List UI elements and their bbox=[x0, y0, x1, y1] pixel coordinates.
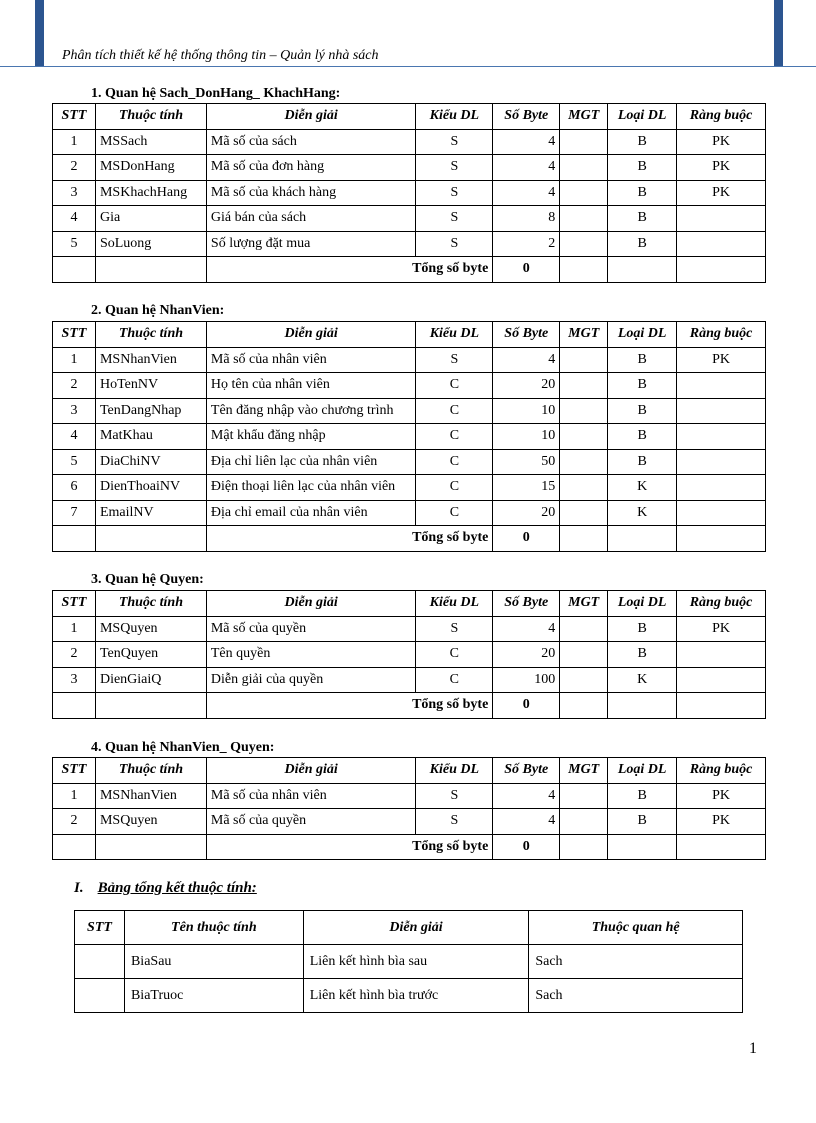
cell-stt: 3 bbox=[53, 667, 96, 693]
cell-stt: 2 bbox=[53, 373, 96, 399]
col-header-constraint: Ràng buộc bbox=[677, 322, 766, 348]
total-value: 0 bbox=[493, 526, 560, 552]
cell-bytes: 15 bbox=[493, 475, 560, 501]
cell-stt: 5 bbox=[53, 449, 96, 475]
empty-cell bbox=[677, 257, 766, 283]
table-row bbox=[53, 206, 766, 232]
col-header-type: Loại DL bbox=[608, 322, 677, 348]
col-header-datatype: Kiểu DL bbox=[416, 591, 493, 617]
cell-description: Mã số của sách bbox=[206, 129, 416, 155]
table-header-row bbox=[75, 911, 743, 945]
cell-bytes: 20 bbox=[493, 642, 560, 668]
cell-datatype: C bbox=[416, 449, 493, 475]
cell-constraint bbox=[677, 667, 766, 693]
cell-type: B bbox=[608, 642, 677, 668]
empty-cell bbox=[608, 257, 677, 283]
cell-datatype: S bbox=[416, 155, 493, 181]
header-accent-left bbox=[35, 0, 44, 66]
cell-description: Địa chỉ liên lạc của nhân viên bbox=[206, 449, 416, 475]
cell-description: Mã số của quyền bbox=[206, 809, 416, 835]
cell-datatype: C bbox=[416, 667, 493, 693]
table-row bbox=[53, 500, 766, 526]
cell-attribute: Gia bbox=[95, 206, 206, 232]
cell-datatype: S bbox=[416, 783, 493, 809]
cell-type: B bbox=[608, 783, 677, 809]
empty-cell bbox=[53, 834, 96, 860]
cell-type: K bbox=[608, 500, 677, 526]
cell-description: Mã số của quyền bbox=[206, 616, 416, 642]
cell-type: K bbox=[608, 667, 677, 693]
cell-type: B bbox=[608, 449, 677, 475]
empty-cell bbox=[560, 693, 608, 719]
cell-description: Mã số của khách hàng bbox=[206, 180, 416, 206]
cell-bytes: 4 bbox=[493, 809, 560, 835]
cell-type: B bbox=[608, 809, 677, 835]
empty-cell bbox=[560, 834, 608, 860]
cell-mgt bbox=[560, 475, 608, 501]
cell-constraint bbox=[677, 398, 766, 424]
cell-attribute: MSQuyen bbox=[95, 616, 206, 642]
cell-bytes: 20 bbox=[493, 373, 560, 399]
cell-type: B bbox=[608, 616, 677, 642]
cell-type: B bbox=[608, 347, 677, 373]
col-header-attribute: Thuộc tính bbox=[95, 104, 206, 130]
summary-heading bbox=[74, 880, 257, 897]
cell-constraint: PK bbox=[677, 180, 766, 206]
cell-description: Tên đăng nhập vào chương trình bbox=[206, 398, 416, 424]
col-header-datatype: Kiểu DL bbox=[416, 758, 493, 784]
cell-datatype: C bbox=[416, 475, 493, 501]
col-header-mgt: MGT bbox=[560, 758, 608, 784]
cell-datatype: S bbox=[416, 180, 493, 206]
cell-stt: 2 bbox=[53, 809, 96, 835]
col-header-attribute: Thuộc tính bbox=[95, 322, 206, 348]
table-row bbox=[53, 180, 766, 206]
cell-attribute: HoTenNV bbox=[95, 373, 206, 399]
cell-relation: Sach bbox=[529, 945, 743, 979]
cell-type: B bbox=[608, 373, 677, 399]
total-label: Tổng số byte bbox=[206, 257, 492, 283]
cell-datatype: S bbox=[416, 129, 493, 155]
cell-attribute: DiaChiNV bbox=[95, 449, 206, 475]
cell-constraint: PK bbox=[677, 347, 766, 373]
cell-mgt bbox=[560, 398, 608, 424]
cell-constraint bbox=[677, 231, 766, 257]
col-header-type: Loại DL bbox=[608, 591, 677, 617]
cell-mgt bbox=[560, 449, 608, 475]
empty-cell bbox=[560, 257, 608, 283]
cell-datatype: C bbox=[416, 398, 493, 424]
cell-description: Họ tên của nhân viên bbox=[206, 373, 416, 399]
summary-number: I. bbox=[74, 880, 84, 896]
table-row bbox=[75, 945, 743, 979]
col-header-type: Loại DL bbox=[608, 104, 677, 130]
cell-bytes: 10 bbox=[493, 398, 560, 424]
cell-constraint bbox=[677, 642, 766, 668]
cell-attribute: TenDangNhap bbox=[95, 398, 206, 424]
cell-constraint bbox=[677, 206, 766, 232]
empty-cell bbox=[560, 526, 608, 552]
section-title: 4. Quan hệ NhanVien_ Quyen: bbox=[91, 740, 275, 755]
cell-mgt bbox=[560, 500, 608, 526]
cell-bytes: 8 bbox=[493, 206, 560, 232]
cell-attribute: MSSach bbox=[95, 129, 206, 155]
col-header-description: Diễn giải bbox=[303, 911, 529, 945]
cell-attribute: DienGiaiQ bbox=[95, 667, 206, 693]
cell-constraint: PK bbox=[677, 783, 766, 809]
table-header-row bbox=[53, 104, 766, 130]
empty-cell bbox=[95, 834, 206, 860]
cell-datatype: C bbox=[416, 373, 493, 399]
cell-mgt bbox=[560, 783, 608, 809]
empty-cell bbox=[53, 526, 96, 552]
cell-datatype: C bbox=[416, 642, 493, 668]
cell-attribute: MSNhanVien bbox=[95, 347, 206, 373]
table-row bbox=[53, 667, 766, 693]
cell-mgt bbox=[560, 424, 608, 450]
cell-constraint bbox=[677, 424, 766, 450]
cell-type: K bbox=[608, 475, 677, 501]
cell-relation: Sach bbox=[529, 979, 743, 1013]
empty-cell bbox=[53, 693, 96, 719]
empty-cell bbox=[608, 834, 677, 860]
col-header-bytes: Số Byte bbox=[493, 758, 560, 784]
empty-cell bbox=[95, 526, 206, 552]
cell-type: B bbox=[608, 206, 677, 232]
empty-cell bbox=[53, 257, 96, 283]
cell-mgt bbox=[560, 809, 608, 835]
cell-type: B bbox=[608, 398, 677, 424]
cell-stt: 4 bbox=[53, 206, 96, 232]
cell-type: B bbox=[608, 129, 677, 155]
cell-bytes: 4 bbox=[493, 180, 560, 206]
relation-table bbox=[52, 103, 766, 283]
col-header-mgt: MGT bbox=[560, 591, 608, 617]
cell-bytes: 4 bbox=[493, 155, 560, 181]
col-header-description: Diễn giải bbox=[206, 104, 416, 130]
empty-cell bbox=[677, 526, 766, 552]
cell-datatype: S bbox=[416, 231, 493, 257]
cell-stt: 1 bbox=[53, 129, 96, 155]
col-header-constraint: Ràng buộc bbox=[677, 591, 766, 617]
table-row bbox=[53, 424, 766, 450]
col-header-constraint: Ràng buộc bbox=[677, 104, 766, 130]
col-header-description: Diễn giải bbox=[206, 591, 416, 617]
table-row bbox=[53, 129, 766, 155]
cell-attribute: MSNhanVien bbox=[95, 783, 206, 809]
cell-attribute-name: BiaSau bbox=[124, 945, 303, 979]
cell-description: Mật khẩu đăng nhập bbox=[206, 424, 416, 450]
cell-stt: 6 bbox=[53, 475, 96, 501]
empty-cell bbox=[608, 693, 677, 719]
cell-bytes: 4 bbox=[493, 783, 560, 809]
cell-bytes: 10 bbox=[493, 424, 560, 450]
cell-attribute: MSKhachHang bbox=[95, 180, 206, 206]
col-header-stt: STT bbox=[53, 758, 96, 784]
section-title: 2. Quan hệ NhanVien: bbox=[91, 303, 225, 318]
section-title: 3. Quan hệ Quyen: bbox=[91, 572, 204, 587]
table-row bbox=[53, 809, 766, 835]
cell-constraint: PK bbox=[677, 155, 766, 181]
col-header-attribute: Thuộc tính bbox=[95, 758, 206, 784]
cell-type: B bbox=[608, 180, 677, 206]
col-header-type: Loại DL bbox=[608, 758, 677, 784]
cell-stt: 3 bbox=[53, 180, 96, 206]
page-header-title: Phân tích thiết kế hệ thống thông tin – Quản lý nhà sách bbox=[62, 48, 379, 63]
summary-title: Bảng tổng kết thuộc tính: bbox=[97, 880, 257, 896]
cell-stt bbox=[75, 979, 125, 1013]
total-row bbox=[53, 526, 766, 552]
cell-attribute: MatKhau bbox=[95, 424, 206, 450]
col-header-description: Diễn giải bbox=[206, 758, 416, 784]
cell-attribute-name: BiaTruoc bbox=[124, 979, 303, 1013]
table-row bbox=[53, 231, 766, 257]
cell-stt: 2 bbox=[53, 155, 96, 181]
relation-table bbox=[52, 590, 766, 719]
page-number: 1 bbox=[749, 1040, 757, 1057]
cell-attribute: EmailNV bbox=[95, 500, 206, 526]
col-header-bytes: Số Byte bbox=[493, 591, 560, 617]
cell-attribute: TenQuyen bbox=[95, 642, 206, 668]
col-header-description: Diễn giải bbox=[206, 322, 416, 348]
col-header-attribute-name: Tên thuộc tính bbox=[124, 911, 303, 945]
cell-datatype: S bbox=[416, 206, 493, 232]
cell-attribute: MSDonHang bbox=[95, 155, 206, 181]
cell-bytes: 20 bbox=[493, 500, 560, 526]
cell-mgt bbox=[560, 206, 608, 232]
summary-table bbox=[74, 910, 743, 1013]
cell-description: Liên kết hình bìa sau bbox=[303, 945, 529, 979]
cell-datatype: S bbox=[416, 616, 493, 642]
cell-type: B bbox=[608, 155, 677, 181]
cell-stt: 4 bbox=[53, 424, 96, 450]
table-header-row bbox=[53, 322, 766, 348]
cell-constraint bbox=[677, 500, 766, 526]
cell-mgt bbox=[560, 231, 608, 257]
total-row bbox=[53, 834, 766, 860]
col-header-stt: STT bbox=[53, 322, 96, 348]
table-row bbox=[53, 347, 766, 373]
cell-bytes: 50 bbox=[493, 449, 560, 475]
col-header-stt: STT bbox=[53, 104, 96, 130]
total-label: Tổng số byte bbox=[206, 526, 492, 552]
section-title: 1. Quan hệ Sach_DonHang_ KhachHang: bbox=[91, 86, 341, 101]
cell-constraint bbox=[677, 373, 766, 399]
cell-datatype: C bbox=[416, 500, 493, 526]
cell-constraint: PK bbox=[677, 616, 766, 642]
cell-constraint bbox=[677, 475, 766, 501]
cell-description: Điện thoại liên lạc của nhân viên bbox=[206, 475, 416, 501]
cell-description: Liên kết hình bìa trước bbox=[303, 979, 529, 1013]
col-header-attribute: Thuộc tính bbox=[95, 591, 206, 617]
cell-stt: 5 bbox=[53, 231, 96, 257]
col-header-stt: STT bbox=[53, 591, 96, 617]
cell-stt: 2 bbox=[53, 642, 96, 668]
cell-description: Giá bán của sách bbox=[206, 206, 416, 232]
cell-attribute: SoLuong bbox=[95, 231, 206, 257]
col-header-mgt: MGT bbox=[560, 104, 608, 130]
cell-attribute: DienThoaiNV bbox=[95, 475, 206, 501]
col-header-constraint: Ràng buộc bbox=[677, 758, 766, 784]
total-row bbox=[53, 693, 766, 719]
cell-stt: 3 bbox=[53, 398, 96, 424]
cell-description: Địa chỉ email của nhân viên bbox=[206, 500, 416, 526]
table-row bbox=[53, 642, 766, 668]
cell-mgt bbox=[560, 373, 608, 399]
cell-attribute: MSQuyen bbox=[95, 809, 206, 835]
header-divider bbox=[0, 66, 816, 67]
col-header-stt: STT bbox=[75, 911, 125, 945]
cell-constraint: PK bbox=[677, 129, 766, 155]
cell-datatype: C bbox=[416, 424, 493, 450]
total-value: 0 bbox=[493, 257, 560, 283]
empty-cell bbox=[608, 526, 677, 552]
cell-datatype: S bbox=[416, 809, 493, 835]
empty-cell bbox=[677, 834, 766, 860]
total-value: 0 bbox=[493, 693, 560, 719]
total-label: Tổng số byte bbox=[206, 834, 492, 860]
cell-bytes: 100 bbox=[493, 667, 560, 693]
cell-mgt bbox=[560, 129, 608, 155]
cell-description: Tên quyền bbox=[206, 642, 416, 668]
cell-type: B bbox=[608, 424, 677, 450]
col-header-bytes: Số Byte bbox=[493, 104, 560, 130]
empty-cell bbox=[95, 693, 206, 719]
cell-bytes: 2 bbox=[493, 231, 560, 257]
cell-bytes: 4 bbox=[493, 616, 560, 642]
header-accent-right bbox=[774, 0, 783, 66]
table-row bbox=[53, 783, 766, 809]
table-row bbox=[53, 449, 766, 475]
cell-constraint: PK bbox=[677, 809, 766, 835]
table-row bbox=[53, 155, 766, 181]
table-header-row bbox=[53, 591, 766, 617]
cell-datatype: S bbox=[416, 347, 493, 373]
table-header-row bbox=[53, 758, 766, 784]
cell-mgt bbox=[560, 180, 608, 206]
cell-stt: 1 bbox=[53, 616, 96, 642]
table-row bbox=[53, 616, 766, 642]
relation-table bbox=[52, 321, 766, 552]
empty-cell bbox=[677, 693, 766, 719]
col-header-datatype: Kiểu DL bbox=[416, 104, 493, 130]
col-header-mgt: MGT bbox=[560, 322, 608, 348]
cell-stt: 7 bbox=[53, 500, 96, 526]
cell-stt: 1 bbox=[53, 783, 96, 809]
empty-cell bbox=[95, 257, 206, 283]
table-row bbox=[53, 398, 766, 424]
col-header-datatype: Kiểu DL bbox=[416, 322, 493, 348]
cell-bytes: 4 bbox=[493, 129, 560, 155]
cell-mgt bbox=[560, 347, 608, 373]
cell-mgt bbox=[560, 616, 608, 642]
cell-constraint bbox=[677, 449, 766, 475]
cell-description: Mã số của nhân viên bbox=[206, 347, 416, 373]
cell-mgt bbox=[560, 155, 608, 181]
table-row bbox=[75, 979, 743, 1013]
cell-description: Mã số của đơn hàng bbox=[206, 155, 416, 181]
cell-mgt bbox=[560, 667, 608, 693]
col-header-bytes: Số Byte bbox=[493, 322, 560, 348]
total-row bbox=[53, 257, 766, 283]
cell-mgt bbox=[560, 642, 608, 668]
total-value: 0 bbox=[493, 834, 560, 860]
cell-bytes: 4 bbox=[493, 347, 560, 373]
cell-type: B bbox=[608, 231, 677, 257]
cell-description: Số lượng đặt mua bbox=[206, 231, 416, 257]
table-row bbox=[53, 373, 766, 399]
total-label: Tổng số byte bbox=[206, 693, 492, 719]
cell-description: Diễn giải của quyền bbox=[206, 667, 416, 693]
cell-description: Mã số của nhân viên bbox=[206, 783, 416, 809]
relation-table bbox=[52, 757, 766, 860]
table-row bbox=[53, 475, 766, 501]
col-header-relation: Thuộc quan hệ bbox=[529, 911, 743, 945]
cell-stt: 1 bbox=[53, 347, 96, 373]
cell-stt bbox=[75, 945, 125, 979]
